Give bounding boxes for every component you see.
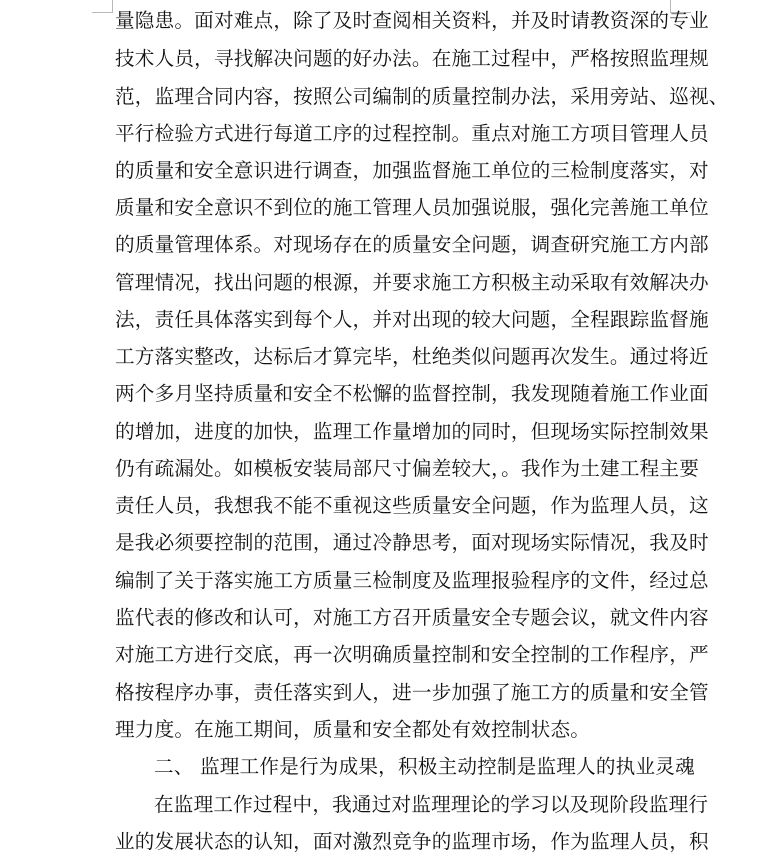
paragraph-line: 的质量和安全意识进行调查，加强监督施工单位的三检制度落实，对 <box>115 159 709 182</box>
paragraph-line: 的质量管理体系。对现场存在的质量安全问题，调查研究施工方内部 <box>115 233 709 256</box>
paragraph-line: 理力度。在施工期间，质量和安全都处有效控制状态。 <box>115 718 591 741</box>
paragraph-line: 编制了关于落实施工方质量三检制度及监理报验程序的文件，经过总 <box>115 569 709 592</box>
paragraph-line: 两个多月坚持质量和安全不松懈的监督控制，我发现随着施工作业面 <box>115 382 709 405</box>
paragraph-line: 技术人员，寻找解决问题的好办法。在施工过程中，严格按照监理规 <box>115 47 709 70</box>
paragraph-line: 是我必须要控制的范围，通过冷静思考，面对现场实际情况，我及时 <box>115 531 709 554</box>
paragraph-line: 法，责任具体落实到每个人，并对出现的较大问题，全程跟踪监督施 <box>115 308 709 331</box>
paragraph-line: 业的发展状态的认知，面对激烈竞争的监理市场，作为监理人员，积 <box>115 830 709 853</box>
paragraph-line: 范，监理合同内容，按照公司编制的质量控制办法，采用旁站、巡视、 <box>115 85 729 108</box>
paragraph-line: 对施工方进行交底，再一次明确质量控制和安全控制的工作程序，严 <box>115 643 709 666</box>
paragraph-line: 格按程序办事，责任落实到人，进一步加强了施工方的质量和安全管 <box>115 681 709 704</box>
paragraph-line: 监代表的修改和认可，对施工方召开质量安全专题会议，就文件内容 <box>115 606 709 629</box>
section-heading: 二、 监理工作是行为成果，积极主动控制是监理人的执业灵魂 <box>154 755 695 778</box>
paragraph-line: 在监理工作过程中，我通过对监理理论的学习以及现阶段监理行 <box>154 793 709 816</box>
paragraph-line: 工方落实整改，达标后才算完毕，杜绝类似问题再次发生。通过将近 <box>115 345 709 368</box>
paragraph-line: 责任人员，我想我不能不重视这些质量安全问题，作为监理人员，这 <box>115 494 709 517</box>
paragraph-line: 平行检验方式进行每道工序的过程控制。重点对施工方项目管理人员 <box>115 122 709 145</box>
paragraph-line: 的增加，进度的加快，监理工作量增加的同时，但现场实际控制效果 <box>115 420 709 443</box>
paragraph-line: 管理情况，找出问题的根源，并要求施工方积极主动采取有效解决办 <box>115 271 709 294</box>
paragraph-line: 量隐患。面对难点，除了及时查阅相关资料，并及时请教资深的专业 <box>115 9 709 32</box>
paragraph-line: 仍有疏漏处。如模板安装局部尺寸偏差较大，。我作为土建工程主要 <box>115 457 700 480</box>
paragraph-line: 质量和安全意识不到位的施工管理人员加强说服，强化完善施工单位 <box>115 196 709 219</box>
